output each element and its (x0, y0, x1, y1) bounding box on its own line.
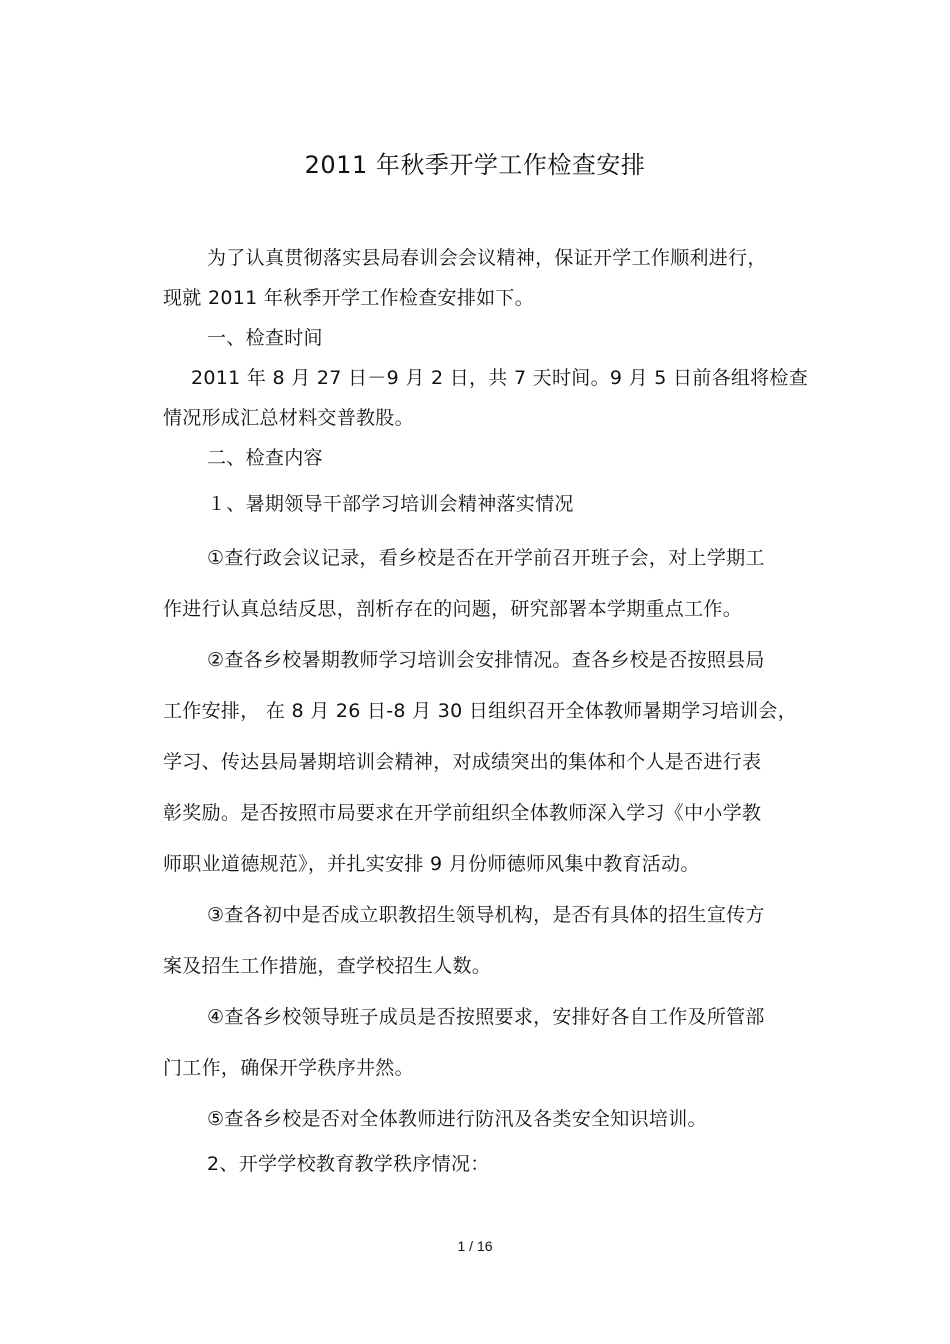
paragraph-line: 工作安排， 在 8 月 26 日-8 月 30 日组织召开全体教师暑期学习培训会， (163, 700, 798, 722)
paragraph-line: ①查行政会议记录，看乡校是否在开学前召开班子会，对上学期工 (207, 547, 765, 569)
paragraph-line: 现就 2011 年秋季开学工作检查安排如下。 (163, 287, 535, 309)
subsection-heading: １、暑期领导干部学习培训会精神落实情况 (207, 493, 574, 515)
section-heading: 二、检查内容 (207, 447, 323, 469)
page-number: 1 / 16 (457, 1238, 493, 1254)
paragraph-line: 情况形成汇总材料交普教股。 (163, 407, 414, 429)
paragraph-line: ③查各初中是否成立职教招生领导机构，是否有具体的招生宣传方 (207, 904, 765, 926)
paragraph-line: 学习、传达县局暑期培训会精神，对成绩突出的集体和个人是否进行表 (163, 751, 762, 773)
subsection-heading: 2、开学学校教育教学秩序情况： (207, 1153, 490, 1175)
paragraph-line: ⑤查各乡校是否对全体教师进行防汛及各类安全知识培训。 (207, 1108, 707, 1130)
paragraph-line: ④查各乡校领导班子成员是否按照要求，安排好各自工作及所管部 (207, 1006, 765, 1028)
section-heading: 一、检查时间 (207, 327, 323, 349)
paragraph-line: 为了认真贯彻落实县局春训会会议精神，保证开学工作顺利进行， (207, 247, 767, 269)
paragraph-line: 作进行认真总结反思，剖析存在的问题，研究部署本学期重点工作。 (163, 598, 743, 620)
document-title: 2011 年秋季开学工作检查安排 (304, 151, 646, 179)
paragraph-line: 案及招生工作措施，查学校招生人数。 (163, 955, 492, 977)
paragraph-line: ②查各乡校暑期教师学习培训会安排情况。查各乡校是否按照县局 (207, 649, 765, 671)
paragraph-line: 2011 年 8 月 27 日－9 月 2 日，共 7 天时间。9 月 5 日前各组将检查 (191, 367, 809, 389)
paragraph-line: 彰奖励。是否按照市局要求在开学前组织全体教师深入学习《中小学教 (163, 802, 762, 824)
paragraph-line: 门工作，确保开学秩序井然。 (163, 1057, 414, 1079)
paragraph-line: 师职业道德规范》，并扎实安排 9 月份师德师风集中教育活动。 (163, 853, 700, 875)
